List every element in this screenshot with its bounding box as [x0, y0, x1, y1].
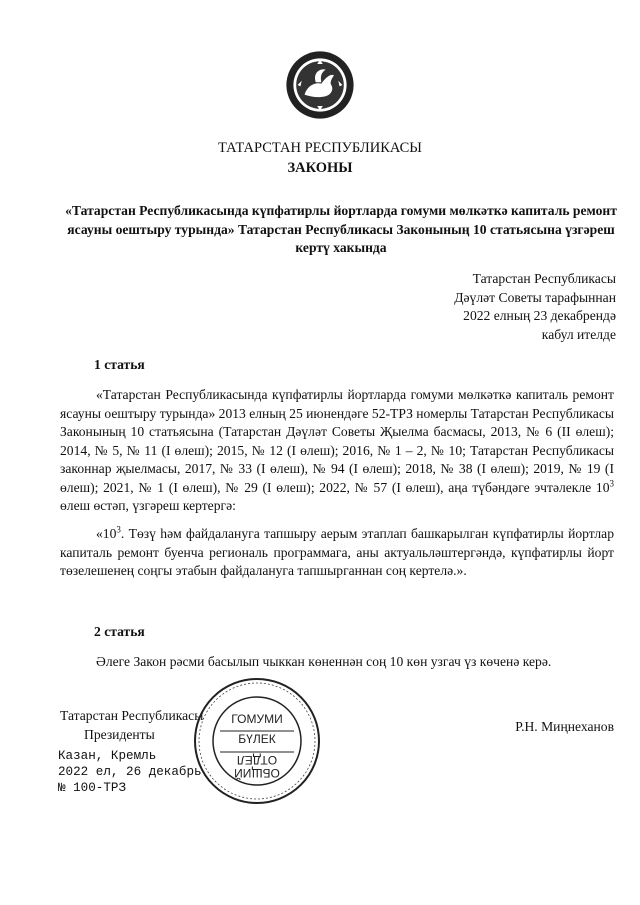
tatarstan-emblem	[285, 50, 355, 120]
adoption-line: Дәүләт Советы тарафыннан	[454, 289, 616, 305]
law-number: № 100-ТРЗ	[58, 781, 127, 795]
article-2-paragraph: Әлеге Закон рәсми басылып чыккан көненнән соң 10 көн узгач үз көченә керә.	[96, 654, 552, 669]
stamp-line: ОБЩИЙ	[234, 766, 280, 780]
adoption-line: кабул ителде	[541, 326, 616, 342]
superscript: 3	[609, 477, 614, 488]
signature-title	[60, 707, 203, 744]
adoption-block	[316, 270, 616, 344]
issuance-details	[58, 748, 202, 796]
official-stamp	[192, 676, 322, 806]
law-heading: ЗАКОНЫ	[287, 160, 353, 176]
president-title-line1: Татарстан Республикасы	[60, 708, 204, 723]
stamp-line: БҮЛЕК	[238, 732, 276, 746]
article-1-quote	[60, 525, 614, 581]
superscript: 3	[116, 524, 121, 535]
stamp-line: ГОМУМИ	[231, 712, 283, 726]
issuance-place: Казан, Кремль	[58, 749, 157, 763]
article-1-paragraph	[60, 386, 614, 516]
quote-open: «10	[96, 526, 117, 541]
article-1-heading: 1 статья	[94, 357, 145, 372]
stamp-line: ОТДЕЛ	[236, 753, 278, 767]
president-title-line2: Президенты	[84, 726, 155, 742]
article-2-heading: 2 статья	[94, 624, 145, 639]
adoption-date: 2022 елның 23 декабрендә	[463, 308, 616, 323]
signatory-name: Р.Н. Миңнеханов	[515, 719, 614, 734]
republic-heading: ТАТАРСТАН РЕСПУБЛИКАСЫ	[218, 140, 422, 156]
article-1-text: «Татарстан Республикасында күпфатирлы йортларда гомуми мөлкәткә капиталь ремонт ясауны оештыру турында» 2013 елның 25 июнендәге 52-ТРЗ номерлы Татарстан Республикасы Законының 10 статьясына (Татарстан Дәүләт Советы Җыелма басмасы, 2013, № 6 (II өлеш); 2014, № 5, № 11 (I өлеш); 2015, № 12 (I өлеш); 2016, № 1 – 2, № 10; Татарстан Республикасы законнар җыелмасы, 2017, № 33 (I өлеш), № 94 (I өлеш); 2018, № 38 (I өлеш); 2019, № 19 (I өлеш); 2021, № 1 (I өлеш), № 29 (I өлеш); 2022, № 57 (I өлеш), аңа түбәндәге эчтәлекле 10	[60, 387, 615, 495]
quote-body: . Төзү һәм файдалануга тапшыру аерым этаплап башкарылган күпфатирлы йортлар капиталь ремонт буенча региональ программага, аны актуальләштергәндә, күпфатирлы йорт төзелешенең соңгы этабын файдалануга тапшырганнан соң кертелә.».	[60, 526, 614, 578]
law-title: «Татарстан Республикасында күпфатирлы йортларда гомуми мөлкәткә капиталь ремонт ясауны оештыру турында» Татарстан Республикасы Законының 10 статьясына үзгәреш кертү хакында	[65, 203, 617, 255]
issuance-date: 2022 ел, 26 декабрь	[58, 765, 202, 779]
article-1-text-tail: өлеш өстәп, үзгәреш кертергә:	[60, 498, 236, 513]
adoption-line: Татарстан Республикасы	[472, 271, 616, 286]
